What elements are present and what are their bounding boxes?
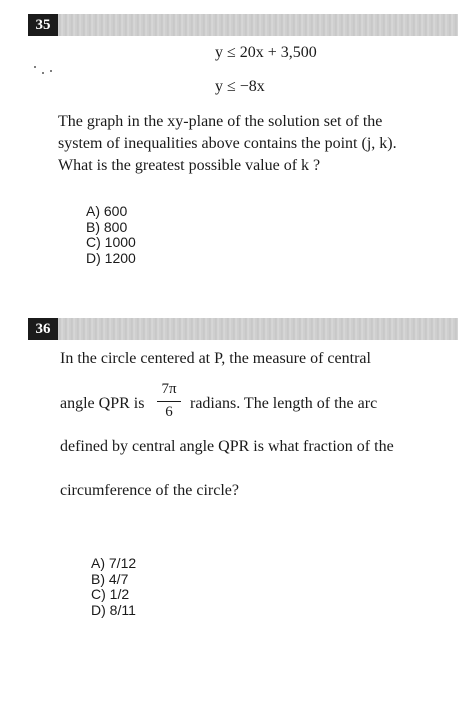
q36-line-2-before: angle QPR is — [60, 395, 145, 412]
q36-choice-b[interactable]: B) 4/7 — [91, 570, 129, 587]
q36-fraction-numerator: 7π — [161, 381, 177, 397]
q35-inequality-2: y ≤ −8x — [215, 78, 265, 95]
q35-choice-a[interactable]: A) 600 — [86, 203, 128, 219]
q36-line-4: circumference of the circle? — [60, 482, 239, 499]
q35-header-bar — [28, 14, 458, 36]
q36-line-1: In the circle centered at P, the measure of central — [60, 350, 371, 367]
q36-number-badge: 36 — [28, 318, 58, 340]
q36-choices — [91, 556, 136, 618]
q36-choice-c[interactable]: C) 1/2 — [91, 586, 130, 602]
q36-fraction-denominator: 6 — [165, 404, 173, 420]
q36-header-bar — [28, 318, 458, 340]
q35-stem-line-2: system of inequalities above contains the point (j, k). — [58, 135, 397, 152]
q36-fraction-bar — [157, 401, 181, 402]
q35-choice-d[interactable]: D) 1200 — [86, 249, 136, 266]
q36-line-3: defined by central angle QPR is what fraction of the — [60, 438, 394, 455]
q35-choice-c[interactable]: C) 1000 — [86, 234, 136, 250]
q35-choices — [86, 204, 136, 266]
scan-specks — [30, 60, 70, 80]
q36-choice-d[interactable]: D) 8/11 — [91, 601, 136, 618]
q35-stem-line-1: The graph in the xy-plane of the solution set of the — [58, 113, 383, 130]
q35-number-badge: 35 — [28, 14, 58, 36]
q35-inequality-1: y ≤ 20x + 3,500 — [215, 44, 317, 61]
q35-choice-b[interactable]: B) 800 — [86, 218, 128, 235]
q36-choice-a[interactable]: A) 7/12 — [91, 555, 137, 571]
q36-line-2-after: radians. The length of the arc — [190, 395, 378, 412]
q35-stem-line-3: What is the greatest possible value of k ? — [58, 157, 321, 174]
